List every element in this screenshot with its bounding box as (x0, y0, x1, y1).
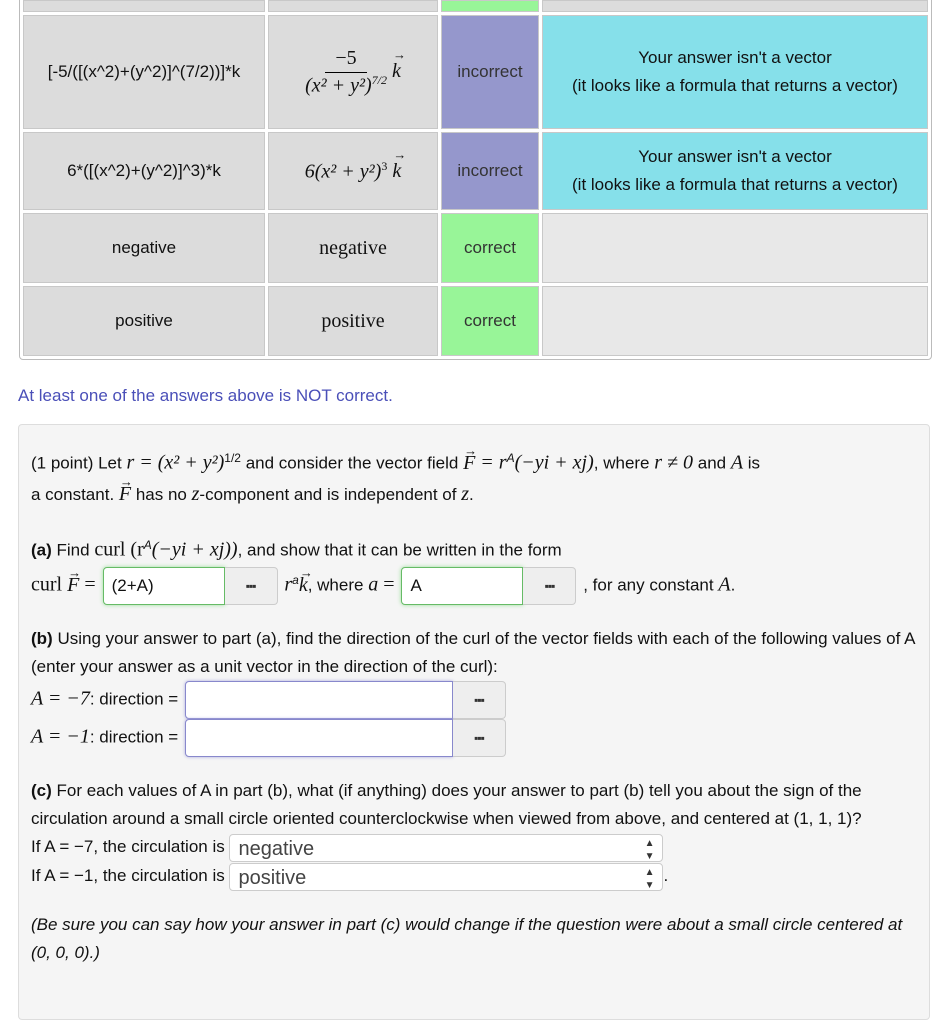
result-message (542, 286, 928, 356)
answer-preview: $\frac{-5}{(x^2 + y^2)^{7/2}}$ → k (268, 15, 438, 129)
status-message: At least one of the answers above is NOT correct. (18, 386, 393, 405)
direction-field-a-7[interactable] (185, 681, 453, 719)
answer-preview: positive (268, 286, 438, 356)
result-message: Your answer isn't a vector (it looks like a formula that returns a vector) (542, 132, 928, 210)
direction-input-a-7[interactable] (185, 681, 506, 719)
result-badge: correct (441, 213, 539, 283)
answer-preview: negative (268, 213, 438, 283)
table-row (23, 132, 928, 210)
problem-body (18, 424, 930, 1020)
result-message: Your answer isn't a vector (it looks like a formula that returns a vector) (542, 15, 928, 129)
direction-input-a-1[interactable] (185, 719, 506, 757)
circulation-select-a-1[interactable]: positive ▲ ▼ (229, 863, 663, 891)
curl-coefficient-field[interactable]: (2+A) (103, 567, 225, 605)
entered-answer: [-5/([(x^2)+(y^2)]^(7/2))]*k (23, 15, 265, 129)
result-message (542, 213, 928, 283)
result-badge: incorrect (441, 15, 539, 129)
table-row (23, 213, 928, 283)
result-badge: correct (441, 286, 539, 356)
problem-note: (Be sure you can say how your answer in part (c) would change if the question were about a small circle centered at (0, 0, 0).) (31, 914, 903, 962)
table-row (23, 0, 928, 12)
circulation-select-a-7[interactable]: negative ▲ ▼ (229, 834, 663, 862)
part-a: (a) Find curl $(r^A(-yi + xj))$, and show that it can be written in the form curl → F = (2+A) ▪▪▪ $r^a\to k$, where a = A ▪▪▪ , for any constant A. (31, 530, 917, 606)
chevron-updown-icon: ▲ ▼ (644, 838, 655, 862)
part-b: (b) Using your answer to part (a), find the direction of the curl of the vector fields with each of the following values of A (enter your answer as a unit vector in the direction of the curl): A = −7: direction = ▪▪▪ A = −1: direction = ▪▪▪ (31, 625, 917, 757)
table-row (23, 15, 928, 129)
answer-results-table (19, 0, 932, 360)
entered-answer: 6*([(x^2)+(y^2)]^3)*k (23, 132, 265, 210)
grid-icon[interactable]: ▪▪▪ (453, 681, 506, 719)
table-row (23, 286, 928, 356)
direction-field-a-1[interactable] (185, 719, 453, 757)
answer-preview: $6(x^2 + y^2)^3 \to k$ (268, 132, 438, 210)
exponent-field[interactable]: A (401, 567, 523, 605)
grid-icon[interactable]: ▪▪▪ (453, 719, 506, 757)
chevron-updown-icon: ▲ ▼ (644, 866, 655, 891)
result-badge: incorrect (441, 132, 539, 210)
problem-intro: (1 point) Let $r = (x^2 + y^2)^{1/2}$ and consider the vector field → $F = r^A(-yi + xj)$, where r ≠ 0 and A is a constant. → F has no z-component and is independent of z. (31, 443, 917, 510)
entered-answer: negative (23, 213, 265, 283)
grid-icon[interactable]: ▪▪▪ (225, 567, 278, 605)
part-c: (c) For each values of A in part (b), what (if anything) does your answer to part (b) tell you about the sign of the circulation around a small circle oriented counterclockwise when viewed from above, and centered at (1, 1, 1)? If A = −7, the circulation is negative ▲ ▼ If A = −1, the circulation is positive ▲ ▼ . (31, 781, 862, 891)
exponent-input[interactable] (401, 567, 576, 605)
grid-icon[interactable]: ▪▪▪ (523, 567, 576, 605)
curl-coefficient-input[interactable] (103, 567, 278, 605)
entered-answer: positive (23, 286, 265, 356)
